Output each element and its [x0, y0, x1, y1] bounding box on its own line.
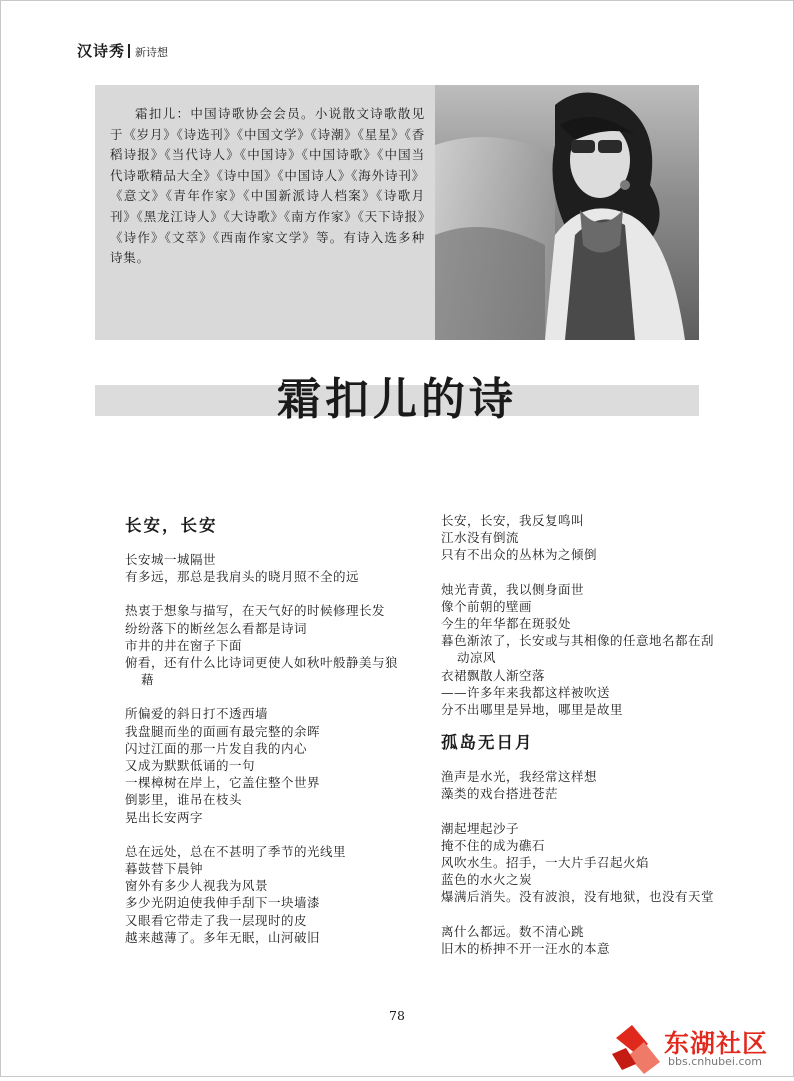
- poem-line: 窗外有多少人视我为风景: [125, 878, 269, 894]
- poem-line: 我盘腿而坐的面画有最完整的余晖: [125, 723, 321, 739]
- poem-line: 渔声是水光，我经常这样想: [441, 769, 598, 785]
- stanza: [441, 581, 716, 719]
- left-column: [125, 512, 400, 946]
- page-title: 霜扣儿的诗: [277, 374, 517, 425]
- author-photo: [435, 85, 699, 340]
- poem-line: 倒影里，谁吊在枝头: [125, 792, 243, 808]
- poem-line: 俯看，还有什么比诗词更使人如秋叶般静美与狼藉: [125, 655, 399, 688]
- poem-line: 江水没有倒流: [441, 530, 520, 546]
- poem-line: 市井的井在窗子下面: [125, 637, 243, 653]
- stanza: [125, 705, 400, 825]
- poem-line: ——许多年来我都这样被吹送: [441, 684, 611, 700]
- poem-line: 总在远处，总在不甚明了季节的光线里: [125, 843, 347, 859]
- stanza: [125, 551, 400, 585]
- poem-line: 藻类的戏台搭进苍茫: [441, 786, 559, 802]
- poem-title: 长安，长安: [125, 516, 218, 535]
- poem-line: 一棵樟树在岸上，它盖住整个世界: [125, 775, 321, 791]
- stanza: [441, 512, 716, 564]
- poem-line: 晃出长安两字: [125, 809, 204, 825]
- watermark-brand: 东湖社区: [664, 1029, 769, 1058]
- poem-line: 又成为默默低诵的一句: [125, 758, 256, 774]
- poem-line: 离什么都远。数不清心跳: [441, 923, 585, 939]
- poem-line: 只有不出众的丛林为之倾倒: [441, 547, 598, 563]
- poem-line: 潮起埋起沙子: [441, 820, 520, 836]
- poem-line: 旧木的桥抻不开一汪水的本意: [441, 940, 611, 956]
- stanza: [441, 820, 716, 906]
- poem-line: 热衷于想象与描写，在天气好的时候修理长发: [125, 603, 386, 619]
- poem-line: 分不出哪里是异地，哪里是故里: [441, 702, 624, 718]
- poem-line: 今生的年华都在斑驳处: [441, 616, 572, 632]
- poem-line: 越来越薄了。多年无眠，山河破旧: [125, 929, 321, 945]
- stanza: [441, 768, 716, 802]
- right-column: [441, 512, 716, 957]
- poem-line: 爆满后消失。没有波浪，没有地狱，也没有天堂: [441, 889, 715, 905]
- poem-title: 孤岛无日月: [441, 733, 534, 753]
- poem-line: 烛光青黄，我以侧身面世: [441, 581, 585, 597]
- author-bio: 霜扣儿：中国诗歌协会会员。小说散文诗歌散见于《岁月》《诗选刊》《中国文学》《诗潮》《星星》《香稻诗报》《当代诗人》《中国诗》《中国诗歌》《中国当代诗歌精品大全》《诗中国》《中国诗人》《海外诗刊》《意文》《青年作家》《中国新派诗人档案》《诗歌月刊》《黑龙江诗人》《大诗歌》《南方作家》《天下诗报》《诗作》《文萃》《西南作家文学》等。有诗入选多种诗集。: [110, 106, 425, 266]
- stanza: [125, 843, 400, 946]
- poem-line: 所偏爱的斜日打不透西墙: [125, 706, 269, 722]
- stanza: [125, 602, 400, 688]
- column-name: 汉诗秀: [77, 42, 126, 60]
- page-number: 78: [389, 1008, 405, 1023]
- poem-line: 有多远，那总是我肩头的晓月照不全的远: [125, 569, 360, 585]
- poem-line: 暮鼓替下晨钟: [125, 861, 204, 877]
- poem-line: 纷纷落下的断丝怎么看都是诗词: [125, 620, 308, 636]
- poem-line: 蓝色的水火之炭: [441, 872, 533, 888]
- poem-line: 多少光阴迫使我伸手刮下一块墙漆: [125, 895, 321, 911]
- watermark-url: bbs.cnhubei.com: [668, 1055, 762, 1068]
- poem-line: 长安，长安，我反复鸣叫: [441, 513, 585, 528]
- poem-line: 掩不住的成为礁石: [441, 837, 546, 853]
- poem-line: 像个前朝的壁画: [441, 598, 533, 614]
- column-subname: 新诗想: [135, 46, 169, 59]
- poem-line: 又眼看它带走了我一层现时的皮: [125, 912, 308, 928]
- stanza: [441, 923, 716, 957]
- poem-line: 长安城一城隔世: [125, 552, 217, 567]
- poem-line: 风吹水生。招手，一大片手召起火焰: [441, 855, 650, 871]
- poem-line: 闪过江面的那一片发自我的内心: [125, 740, 308, 756]
- header-divider: [128, 44, 130, 58]
- poem-line: 暮色渐浓了，长安或与其相像的任意地名都在刮动凉风: [441, 633, 715, 666]
- watermark-logo-icon: [608, 1020, 668, 1077]
- running-header: [77, 40, 168, 62]
- poem-line: 衣裙飘散人渐空落: [441, 667, 546, 683]
